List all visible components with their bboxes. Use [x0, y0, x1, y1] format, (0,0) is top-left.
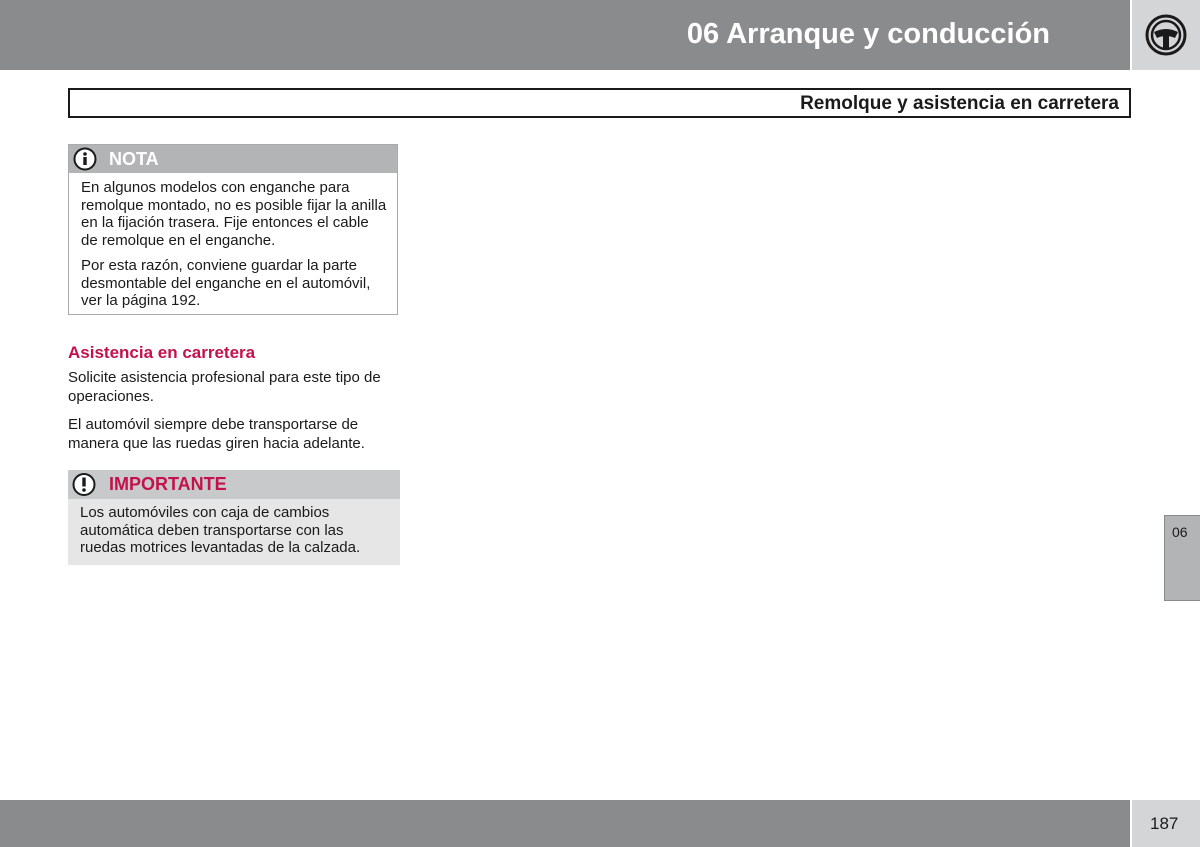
assistance-heading: Asistencia en carretera	[68, 343, 256, 362]
section-title-box	[68, 88, 1131, 118]
important-header	[68, 470, 400, 499]
note-header	[69, 145, 397, 173]
assistance-paragraph-1: Solicite asistencia profesional para este tipo de operaciones.	[68, 369, 381, 405]
note-paragraph-1: En algunos modelos con enganche para remolque montado, no es posible fijar la anilla en la fijación trasera. Fije entonces el cable de remolque en el enganche.	[81, 179, 387, 249]
section-title: Remolque y asistencia en carretera	[800, 93, 1119, 114]
chapter-side-tab	[1164, 515, 1200, 601]
info-icon	[72, 147, 98, 171]
important-body	[68, 499, 400, 557]
footer-bar	[0, 800, 1130, 847]
note-box	[68, 144, 398, 315]
header-bar	[0, 0, 1130, 70]
chapter-icon-box	[1132, 0, 1200, 70]
note-paragraph-2: Por esta razón, conviene guardar la parte desmontable del enganche en el automóvil, ver la página 192.	[81, 257, 371, 309]
warning-icon	[71, 472, 97, 497]
note-label: NOTA	[109, 149, 159, 169]
important-label: IMPORTANTE	[109, 474, 227, 494]
chapter-title: 06 Arranque y conducción	[686, 18, 1050, 50]
page-number: 187	[1150, 814, 1179, 833]
note-body	[69, 173, 397, 310]
page-number-box	[1132, 800, 1200, 847]
important-text: Los automóviles con caja de cambios automática deben transportarse con las ruedas motrices levantadas de la calzada.	[80, 504, 361, 556]
side-tab-label: 06	[1172, 524, 1188, 540]
assistance-paragraph-2: El automóvil siempre debe transportarse de manera que las ruedas giren hacia adelante.	[68, 416, 365, 452]
steering-wheel-icon	[1145, 14, 1187, 56]
important-box	[68, 470, 400, 565]
